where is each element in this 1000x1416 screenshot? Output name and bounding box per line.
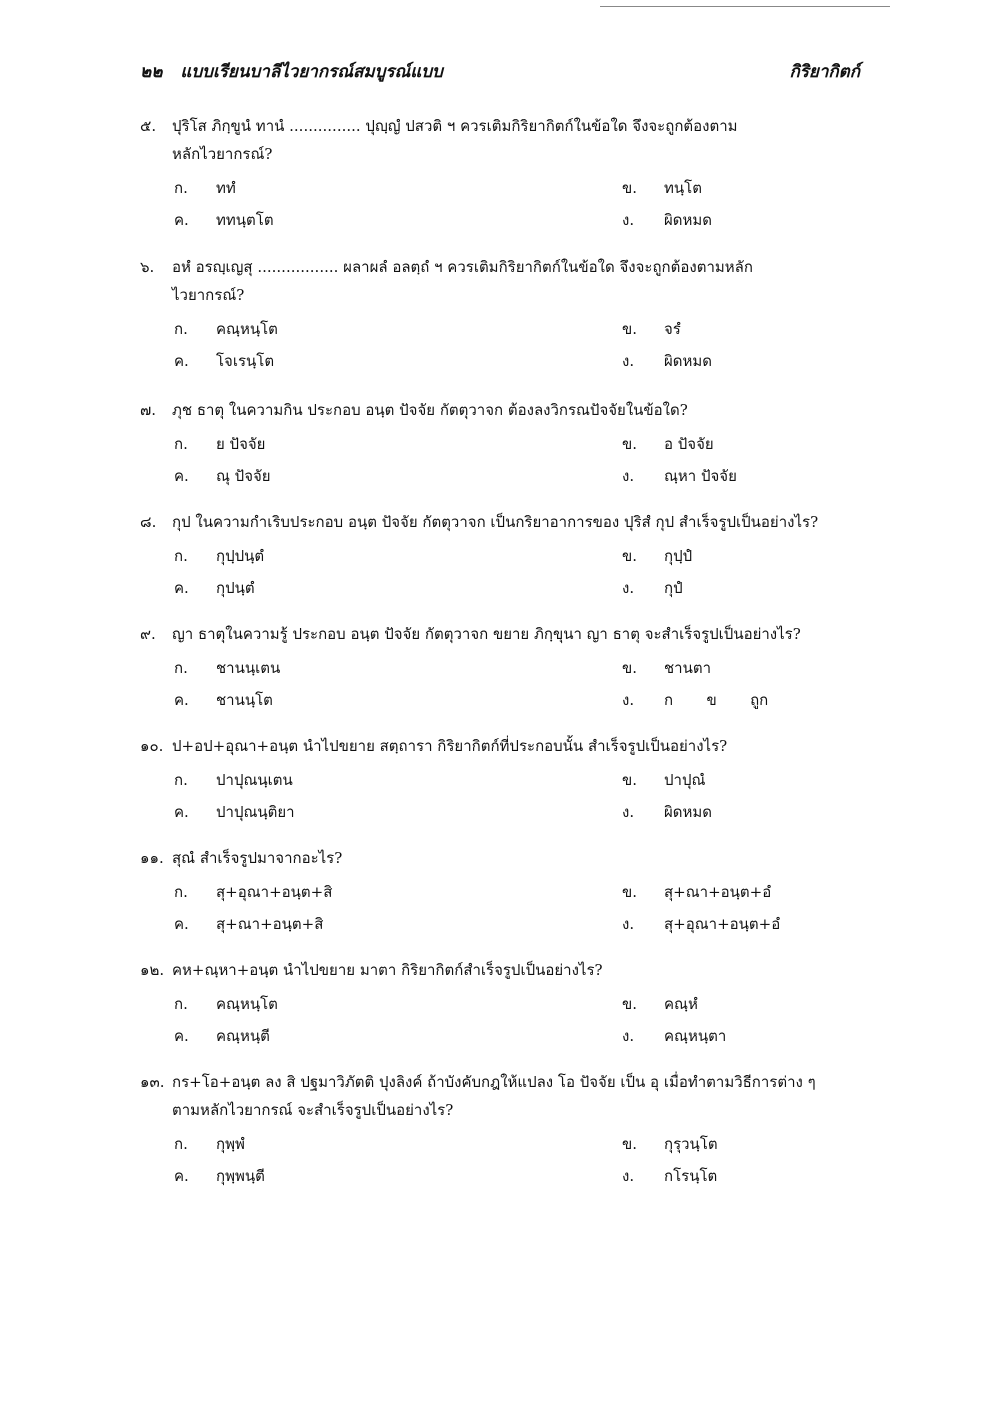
question-line1: กร+โอ+อนฺต ลง สิ ปฐมาวิภัตติ ปุงลิงค์ ถ้าบังคับกฎให้แปลง โอ ปัจจัย เป็น อุ เมื่อทำตามวิธีการต่าง ๆ (172, 1073, 816, 1091)
options (140, 876, 865, 940)
question-10 (140, 732, 865, 828)
option-b[interactable]: ข. ชานตา (622, 659, 712, 677)
question-5 (140, 112, 865, 236)
question-line1: อหํ อรญฺเญสุ ................. ผลาผลํ อลตฺถํ ฯ ควรเติมกิริยากิตก์ในข้อใด จึงจะถูกต้องตามหลัก (172, 258, 753, 276)
question-line1: ภุช ธาตุ ในความกิน ประกอบ อนฺต ปัจจัย กัตตุวาจก ต้องลงวิกรณปัจจัยในข้อใด? (172, 401, 688, 419)
option-a[interactable]: ก. กุปฺปนฺตํ (174, 547, 265, 565)
question-number: ๑๒. (140, 961, 165, 979)
options (140, 540, 865, 604)
option-c[interactable]: ค. ชานนฺโต (174, 691, 273, 709)
question-line1: ปุริโส ภิกฺขูนํ ทานํ ............... ปุญฺญํ ปสวติ ฯ ควรเติมกิริยากิตก์ในข้อใด จึงจะถูกต้องตาม (172, 117, 738, 135)
question-line1: ญา ธาตุในความรู้ ประกอบ อนฺต ปัจจัย กัตตุวาจก ขยาย ภิกฺขุนา ญา ธาตุ จะสำเร็จรูปเป็นอย่างไร? (172, 625, 801, 643)
option-c[interactable]: ค. กุพฺพนฺตี (174, 1167, 265, 1185)
chapter-title: กิริยากิตก์ (789, 62, 860, 82)
question-text (140, 956, 865, 984)
option-d[interactable]: ง. ผิดหมด (622, 803, 713, 821)
question-line1: สุณํ สำเร็จรูปมาจากอะไร? (172, 849, 343, 867)
question-text (140, 508, 865, 536)
option-a[interactable]: ก. ททํ (174, 179, 236, 197)
question-line2: ไวยากรณ์? (172, 286, 245, 304)
question-line1: กุป ในความกำเริบประกอบ อนฺต ปัจจัย กัตตุวาจก เป็นกริยาอาการของ ปุริสํ กุป สำเร็จรูปเป็นอย่างไร? (172, 513, 819, 531)
options (140, 428, 865, 492)
question-text (140, 396, 865, 424)
header-left (140, 58, 443, 85)
option-a[interactable]: ก. ย ปัจจัย (174, 435, 266, 453)
question-13 (140, 1068, 865, 1192)
question-number: ๘. (140, 513, 157, 531)
question-12 (140, 956, 865, 1052)
question-line1: คห+ณฺหา+อนฺต นำไปขยาย มาตา กิริยากิตก์สำเร็จรูปเป็นอย่างไร? (172, 961, 603, 979)
option-b[interactable]: ข. ทนฺโต (622, 179, 702, 197)
question-text (140, 253, 865, 281)
question-11 (140, 844, 865, 940)
options (140, 313, 865, 377)
option-b[interactable]: ข. คณฺหํ (622, 995, 698, 1013)
option-b[interactable]: ข. ปาปุณํ (622, 771, 706, 789)
option-d[interactable]: ง. คณฺหนฺตา (622, 1027, 727, 1045)
question-text (140, 732, 865, 760)
option-d[interactable]: ง. กุปํ (622, 579, 683, 597)
option-c[interactable]: ค. กุปนฺตํ (174, 579, 255, 597)
option-d[interactable]: ง. ผิดหมด (622, 352, 713, 370)
options (140, 172, 865, 236)
option-b[interactable]: ข. จรํ (622, 320, 681, 338)
option-a[interactable]: ก. คณฺหนฺโต (174, 320, 278, 338)
option-a[interactable]: ก. สุ+อุณา+อนฺต+สิ (174, 883, 333, 901)
option-b[interactable]: ข. อ ปัจจัย (622, 435, 714, 453)
options (140, 652, 865, 716)
option-c[interactable]: ค. สุ+ณา+อนฺต+สิ (174, 915, 324, 933)
option-b[interactable]: ข. กุปฺปํ (622, 547, 693, 565)
question-8 (140, 508, 865, 604)
option-b[interactable]: ข. กุรุวนฺโต (622, 1135, 718, 1153)
question-text (140, 844, 865, 872)
option-c[interactable]: ค. ททนฺตโต (174, 211, 274, 229)
question-7 (140, 396, 865, 492)
option-a[interactable]: ก. คณฺหนฺโต (174, 995, 278, 1013)
book-title: แบบเรียนบาลีไวยากรณ์สมบูรณ์แบบ (180, 62, 443, 82)
options (140, 988, 865, 1052)
question-line1: ป+อป+อุณา+อนฺต นำไปขยาย สตฺถารา กิริยากิตก์ที่ประกอบนั้น สำเร็จรูปเป็นอย่างไร? (172, 737, 728, 755)
question-number: ๖. (140, 258, 155, 276)
option-a[interactable]: ก. ปาปุณนฺเตน (174, 771, 293, 789)
question-line2: ตามหลักไวยากรณ์ จะสำเร็จรูปเป็นอย่างไร? (172, 1101, 454, 1119)
option-c[interactable]: ค. โจเรนฺโต (174, 352, 275, 370)
option-b[interactable]: ข. สุ+ณา+อนฺต+อํ (622, 883, 772, 901)
option-c[interactable]: ค. ณุ ปัจจัย (174, 467, 271, 485)
question-number: ๗. (140, 401, 157, 419)
question-number: ๕. (140, 117, 157, 135)
question-line2: หลักไวยากรณ์? (172, 145, 273, 163)
option-c[interactable]: ค. คณฺหนฺตี (174, 1027, 270, 1045)
question-6 (140, 253, 865, 377)
question-text (140, 620, 865, 648)
option-d[interactable]: ง. ณฺหา ปัจจัย (622, 467, 737, 485)
page-header (140, 58, 860, 88)
options (140, 1128, 865, 1192)
question-number: ๑๐. (140, 737, 164, 755)
option-d[interactable]: ง. ก ข ถูก (622, 691, 769, 709)
question-9 (140, 620, 865, 716)
question-number: ๑๑. (140, 849, 164, 867)
question-number: ๑๓. (140, 1073, 165, 1091)
question-text (140, 1068, 865, 1096)
question-number: ๙. (140, 625, 156, 643)
question-text (140, 112, 865, 140)
option-d[interactable]: ง. กโรนฺโต (622, 1167, 718, 1185)
options (140, 764, 865, 828)
option-a[interactable]: ก. ชานนฺเตน (174, 659, 281, 677)
top-rule (600, 6, 890, 7)
page-number: ๒๒ (140, 62, 163, 82)
option-d[interactable]: ง. ผิดหมด (622, 211, 713, 229)
option-a[interactable]: ก. กุพฺพํ (174, 1135, 245, 1153)
option-c[interactable]: ค. ปาปุณนฺติยา (174, 803, 295, 821)
option-d[interactable]: ง. สุ+อุณา+อนฺต+อํ (622, 915, 781, 933)
